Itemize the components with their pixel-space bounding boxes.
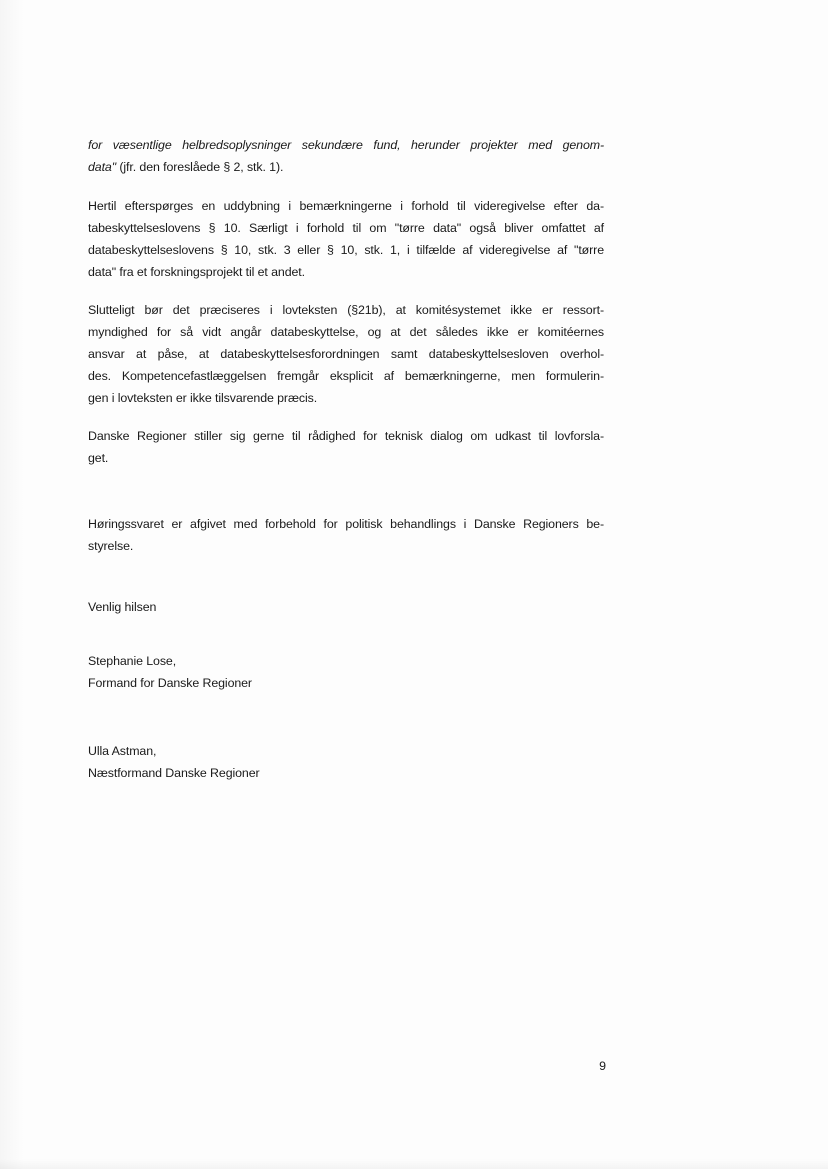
signatory-title: Næstformand Danske Regioner — [88, 766, 260, 780]
text-line: for væsentlige helbredsoplysninger sekundære fund, herunder projekter med genom- — [88, 138, 604, 152]
signatory-name: Stephanie Lose, — [88, 654, 177, 668]
text-line: get. — [88, 451, 109, 465]
paragraph-dialogue-offer — [88, 425, 604, 469]
signature-block-chair — [88, 650, 604, 694]
closing-greeting — [88, 596, 604, 618]
text-italic-fragment: data" — [88, 160, 117, 174]
text-line: Venlig hilsen — [88, 600, 157, 614]
text-line: Danske Regioner stiller sig gerne til rådighed for teknisk dialog om udkast til lovforsla- — [88, 429, 604, 443]
text-line: styrelse. — [88, 539, 134, 553]
signature-block-vice-chair — [88, 740, 604, 784]
text-line: ansvar at påse, at databeskyttelsesforordningen samt databeskyttelsesloven overhol- — [88, 347, 604, 361]
text-line — [88, 156, 604, 178]
page-number: 9 — [599, 1059, 606, 1073]
text-line: Hertil efterspørges en uddybning i bemærkningerne i forhold til videregivelse efter da- — [88, 199, 604, 213]
paragraph-genome-data — [88, 134, 604, 178]
signatory-title: Formand for Danske Regioner — [88, 676, 252, 690]
scan-shadow-bottom — [0, 1159, 828, 1169]
text-line: gen i lovteksten er ikke tilsvarende præcis. — [88, 391, 318, 405]
text-line: tabeskyttelseslovens § 10. Særligt i forhold til om "tørre data" også bliver omfattet af — [88, 221, 604, 235]
text-line: databeskyttelseslovens § 10, stk. 3 eller § 10, stk. 1, i tilfælde af videregivelse af "tørre — [88, 243, 604, 257]
paragraph-data-disclosure — [88, 195, 604, 283]
text-line: myndighed for så vidt angår databeskyttelse, og at det således ikke er komitéernes — [88, 325, 604, 339]
paragraph-political-reservation — [88, 513, 604, 557]
signatory-name: Ulla Astman, — [88, 744, 157, 758]
text-line: Slutteligt bør det præciseres i lovteksten (§21b), at komitésystemet ikke er ressort- — [88, 303, 604, 317]
text-line: des. Kompetencefastlæggelsen fremgår eksplicit af bemærkningerne, men formulerin- — [88, 369, 604, 383]
text-line: Høringssvaret er afgivet med forbehold for politisk behandlings i Danske Regioners be- — [88, 517, 604, 531]
text-line: data" fra et forskningsprojekt til et andet. — [88, 265, 305, 279]
text-fragment: (jfr. den foreslåede § 2, stk. 1). — [116, 160, 284, 174]
scan-shadow-left — [0, 0, 24, 1169]
paragraph-committee-system — [88, 299, 604, 409]
